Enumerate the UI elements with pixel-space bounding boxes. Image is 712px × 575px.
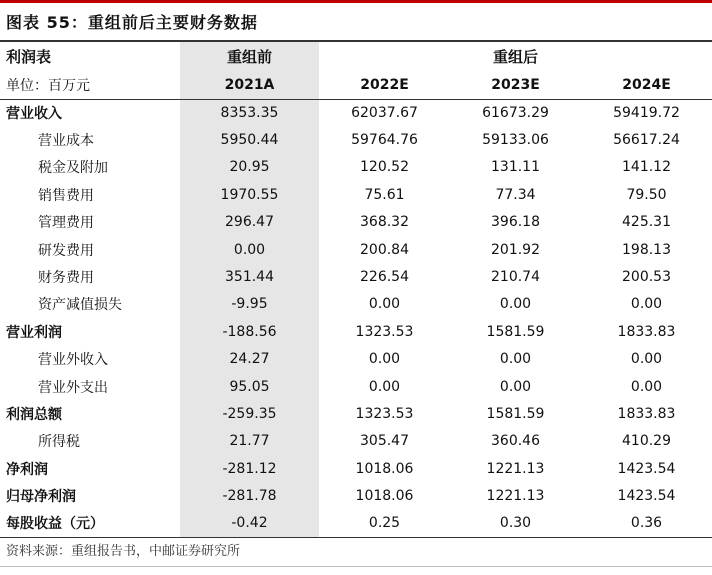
table-row	[0, 346, 712, 373]
table-row	[0, 126, 712, 153]
cell-value: 0.36	[581, 510, 712, 537]
cell-value: 0.00	[499, 378, 532, 395]
cell-value: 8353.35	[180, 99, 319, 126]
cell-value: 0.00	[368, 296, 401, 313]
cell-value: 59419.72	[613, 104, 680, 121]
figure-title: 图表 55：重组前后主要财务数据	[0, 0, 712, 40]
financial-table	[0, 40, 712, 538]
cell-value: 20.95	[180, 154, 319, 181]
cell-value: 1970.55	[180, 181, 319, 208]
cell-value: 425.31	[622, 214, 671, 231]
table-row	[0, 318, 712, 345]
cell-value: 396.18	[491, 214, 540, 231]
row-label: 每股收益（元）	[0, 510, 180, 537]
cell-value: 1833.83	[617, 323, 676, 340]
year-header: 2022E	[319, 71, 450, 99]
cell-value: 0.00	[180, 236, 319, 263]
table-row	[0, 263, 712, 290]
year-header: 2023E	[450, 71, 581, 99]
cell-value: 0.00	[630, 378, 663, 395]
cell-value: 0.00	[499, 351, 532, 368]
cell-value: 368.32	[360, 214, 409, 231]
row-label: 营业利润	[6, 324, 62, 341]
cell-value: 61673.29	[482, 104, 549, 121]
row-label: 销售费用	[38, 187, 94, 204]
table-row	[0, 400, 712, 427]
cell-value: 410.29	[622, 433, 671, 450]
cell-value: 305.47	[360, 433, 409, 450]
cell-value: -0.42	[180, 510, 319, 537]
table-row	[0, 99, 712, 126]
cell-value: 1323.53	[355, 323, 414, 340]
cell-value: -188.56	[180, 318, 319, 345]
cell-value: 0.00	[368, 378, 401, 395]
cell-value: 5950.44	[180, 126, 319, 153]
cell-value: 59133.06	[482, 132, 549, 149]
row-label: 财务费用	[38, 270, 94, 287]
cell-value: -259.35	[180, 400, 319, 427]
cell-value: 56617.24	[613, 132, 680, 149]
year-header: 2024E	[581, 71, 712, 99]
unit-label: 单位：百万元	[0, 71, 180, 99]
table-row	[0, 236, 712, 263]
cell-value: 62037.67	[351, 104, 418, 121]
row-label: 营业外收入	[38, 352, 108, 369]
cell-value: 1423.54	[617, 460, 676, 477]
table-row	[0, 291, 712, 318]
row-label: 净利润	[6, 461, 48, 478]
cell-value: 59764.76	[351, 132, 418, 149]
cell-value: 77.34	[495, 186, 536, 203]
cell-value: -281.12	[180, 455, 319, 482]
cell-value: 24.27	[180, 346, 319, 373]
cell-value: 1833.83	[617, 405, 676, 422]
cell-value: 0.00	[630, 296, 663, 313]
cell-value: 1423.54	[617, 488, 676, 505]
bottom-divider	[0, 566, 712, 567]
before-group-header: 重组前	[180, 41, 319, 71]
table-row	[0, 482, 712, 509]
row-label: 营业收入	[6, 105, 62, 122]
table-row	[0, 510, 712, 537]
table-row	[0, 154, 712, 181]
cell-value: 226.54	[360, 269, 409, 286]
cell-value: 1018.06	[355, 488, 414, 505]
cell-value: -281.78	[180, 482, 319, 509]
cell-value: 0.00	[499, 296, 532, 313]
cell-value: 200.53	[622, 269, 671, 286]
cell-value: 201.92	[491, 241, 540, 258]
table-row	[0, 181, 712, 208]
cell-value: 75.61	[364, 186, 405, 203]
cell-value: 21.77	[180, 428, 319, 455]
cell-value: 200.84	[360, 241, 409, 258]
row-label: 利润总额	[6, 406, 62, 423]
table-row	[0, 209, 712, 236]
row-label: 资产减值损失	[38, 297, 122, 314]
row-label: 营业成本	[38, 133, 94, 150]
row-label: 税金及附加	[38, 160, 108, 177]
cell-value: 0.00	[368, 351, 401, 368]
cell-value: 0.25	[319, 510, 450, 537]
table-row	[0, 373, 712, 400]
cell-value: 360.46	[491, 433, 540, 450]
cell-value: 296.47	[180, 209, 319, 236]
cell-value: 351.44	[180, 263, 319, 290]
cell-value: 1323.53	[355, 405, 414, 422]
row-label: 研发费用	[38, 242, 94, 259]
cell-value: 120.52	[360, 159, 409, 176]
row-label: 所得税	[38, 434, 80, 451]
row-label: 营业外支出	[38, 379, 108, 396]
row-label: 管理费用	[38, 215, 94, 232]
row-label: 归母净利润	[6, 489, 76, 506]
cell-value: 210.74	[491, 269, 540, 286]
cell-value: 1581.59	[486, 405, 545, 422]
cell-value: 1581.59	[486, 323, 545, 340]
cell-value: 95.05	[180, 373, 319, 400]
cell-value: 1018.06	[355, 460, 414, 477]
cell-value: 1221.13	[486, 460, 545, 477]
cell-value: 79.50	[626, 186, 667, 203]
cell-value: 131.11	[491, 159, 540, 176]
header-row-groups	[0, 41, 712, 71]
row-label-header: 利润表	[0, 41, 180, 71]
cell-value: 198.13	[622, 241, 671, 258]
source-note: 资料来源：重组报告书，中邮证券研究所	[6, 543, 241, 559]
header-row-years	[0, 71, 712, 99]
year-header: 2021A	[180, 71, 319, 99]
cell-value: -9.95	[180, 291, 319, 318]
table-row	[0, 428, 712, 455]
cell-value: 0.30	[450, 510, 581, 537]
cell-value: 0.00	[630, 351, 663, 368]
cell-value: 141.12	[622, 159, 671, 176]
cell-value: 1221.13	[486, 488, 545, 505]
table-row	[0, 455, 712, 482]
after-group-header: 重组后	[319, 41, 712, 71]
